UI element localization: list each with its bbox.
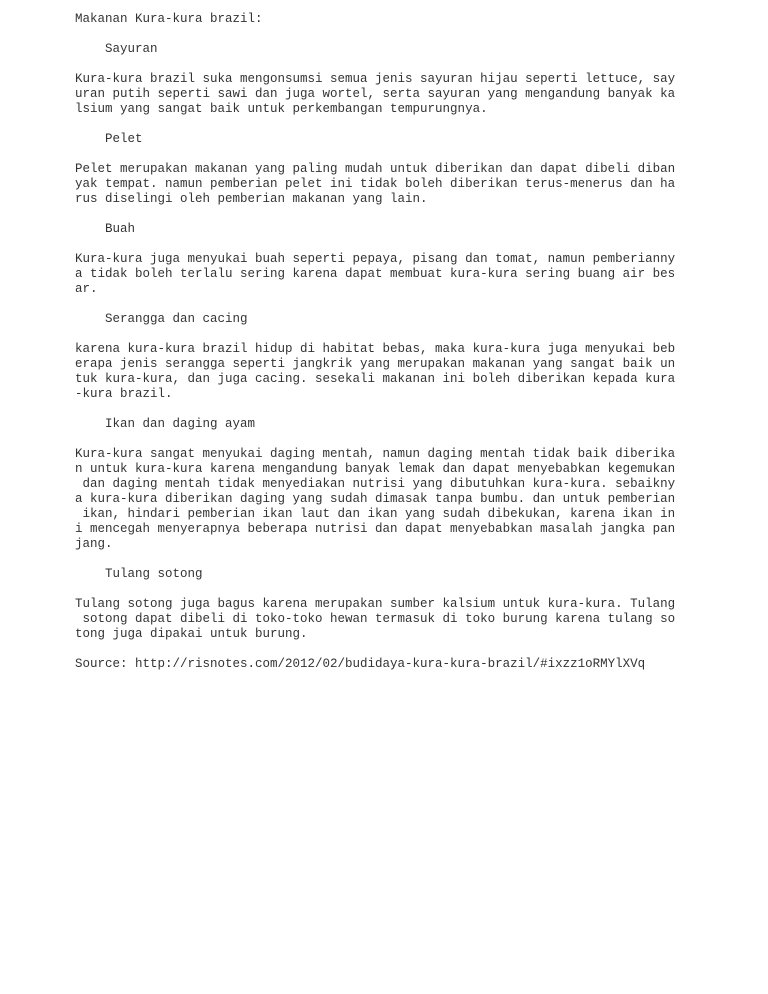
paragraph-line: karena kura-kura brazil hidup di habitat bebas, maka kura-kura juga menyukai beb [75,342,676,356]
paragraph-line: Kura-kura sangat menyukai daging mentah, namun daging mentah tidak baik diberika [75,447,676,461]
paragraph-line: n untuk kura-kura karena mengandung banyak lemak dan dapat menyebabkan kegemukan [75,462,676,476]
paragraph-line: Kura-kura brazil suka mengonsumsi semua jenis sayuran hijau seperti lettuce, say [75,72,676,86]
paragraph-line: rus diselingi oleh pemberian makanan yang lain. [75,192,428,206]
section-heading: Sayuran [105,42,158,56]
paragraph-line: a tidak boleh terlalu sering karena dapat membuat kura-kura sering buang air bes [75,267,676,281]
paragraph-line: uran putih seperti sawi dan juga wortel, serta sayuran yang mengandung banyak ka [75,87,676,101]
section-heading: Tulang sotong [105,567,203,581]
paragraph-line: Pelet merupakan makanan yang paling mudah untuk diberikan dan dapat dibeli diban [75,162,676,176]
paragraph-line: dan daging mentah tidak menyediakan nutrisi yang dibutuhkan kura-kura. sebaikny [75,477,676,491]
section-ikan-dan-daging-ayam [75,417,685,552]
paragraph-line: sotong dapat dibeli di toko-toko hewan termasuk di toko burung karena tulang so [75,612,676,626]
section-paragraph [75,162,685,207]
section-pelet [75,132,685,207]
paragraph-line: Kura-kura juga menyukai buah seperti pepaya, pisang dan tomat, namun pemberianny [75,252,676,266]
paragraph-line: -kura brazil. [75,387,173,401]
section-sayuran [75,42,685,117]
section-heading: Buah [105,222,136,236]
paragraph-line: erapa jenis serangga seperti jangkrik yang merupakan makanan yang sangat baik un [75,357,676,371]
section-paragraph [75,342,685,402]
paragraph-line: jang. [75,537,113,551]
paragraph-line: yak tempat. namun pemberian pelet ini tidak boleh diberikan terus-menerus dan ha [75,177,676,191]
paragraph-line: tong juga dipakai untuk burung. [75,627,308,641]
section-heading: Serangga dan cacing [105,312,248,326]
section-paragraph [75,597,685,642]
section-heading: Ikan dan daging ayam [105,417,256,431]
section-paragraph [75,72,685,117]
source-link[interactable]: Source: http://risnotes.com/2012/02/budidaya-kura-kura-brazil/#ixzz1oRMYlXVq [75,657,646,671]
paragraph-line: ar. [75,282,98,296]
document-title: Makanan Kura-kura brazil: [75,12,263,26]
paragraph-line: i mencegah menyerapnya beberapa nutrisi dan dapat menyebabkan masalah jangka pan [75,522,676,536]
paragraph-line: Tulang sotong juga bagus karena merupakan sumber kalsium untuk kura-kura. Tulang [75,597,676,611]
section-serangga-dan-cacing [75,312,685,402]
paragraph-line: lsium yang sangat baik untuk perkembangan tempurungnya. [75,102,488,116]
paragraph-line: tuk kura-kura, dan juga cacing. sesekali makanan ini boleh diberikan kepada kura [75,372,676,386]
document-page [75,12,685,672]
section-tulang-sotong [75,567,685,642]
section-heading: Pelet [105,132,143,146]
section-paragraph [75,252,685,297]
section-buah [75,222,685,297]
paragraph-line: ikan, hindari pemberian ikan laut dan ikan yang sudah dibekukan, karena ikan in [75,507,676,521]
paragraph-line: a kura-kura diberikan daging yang sudah dimasak tanpa bumbu. dan untuk pemberian [75,492,676,506]
section-paragraph [75,447,685,552]
